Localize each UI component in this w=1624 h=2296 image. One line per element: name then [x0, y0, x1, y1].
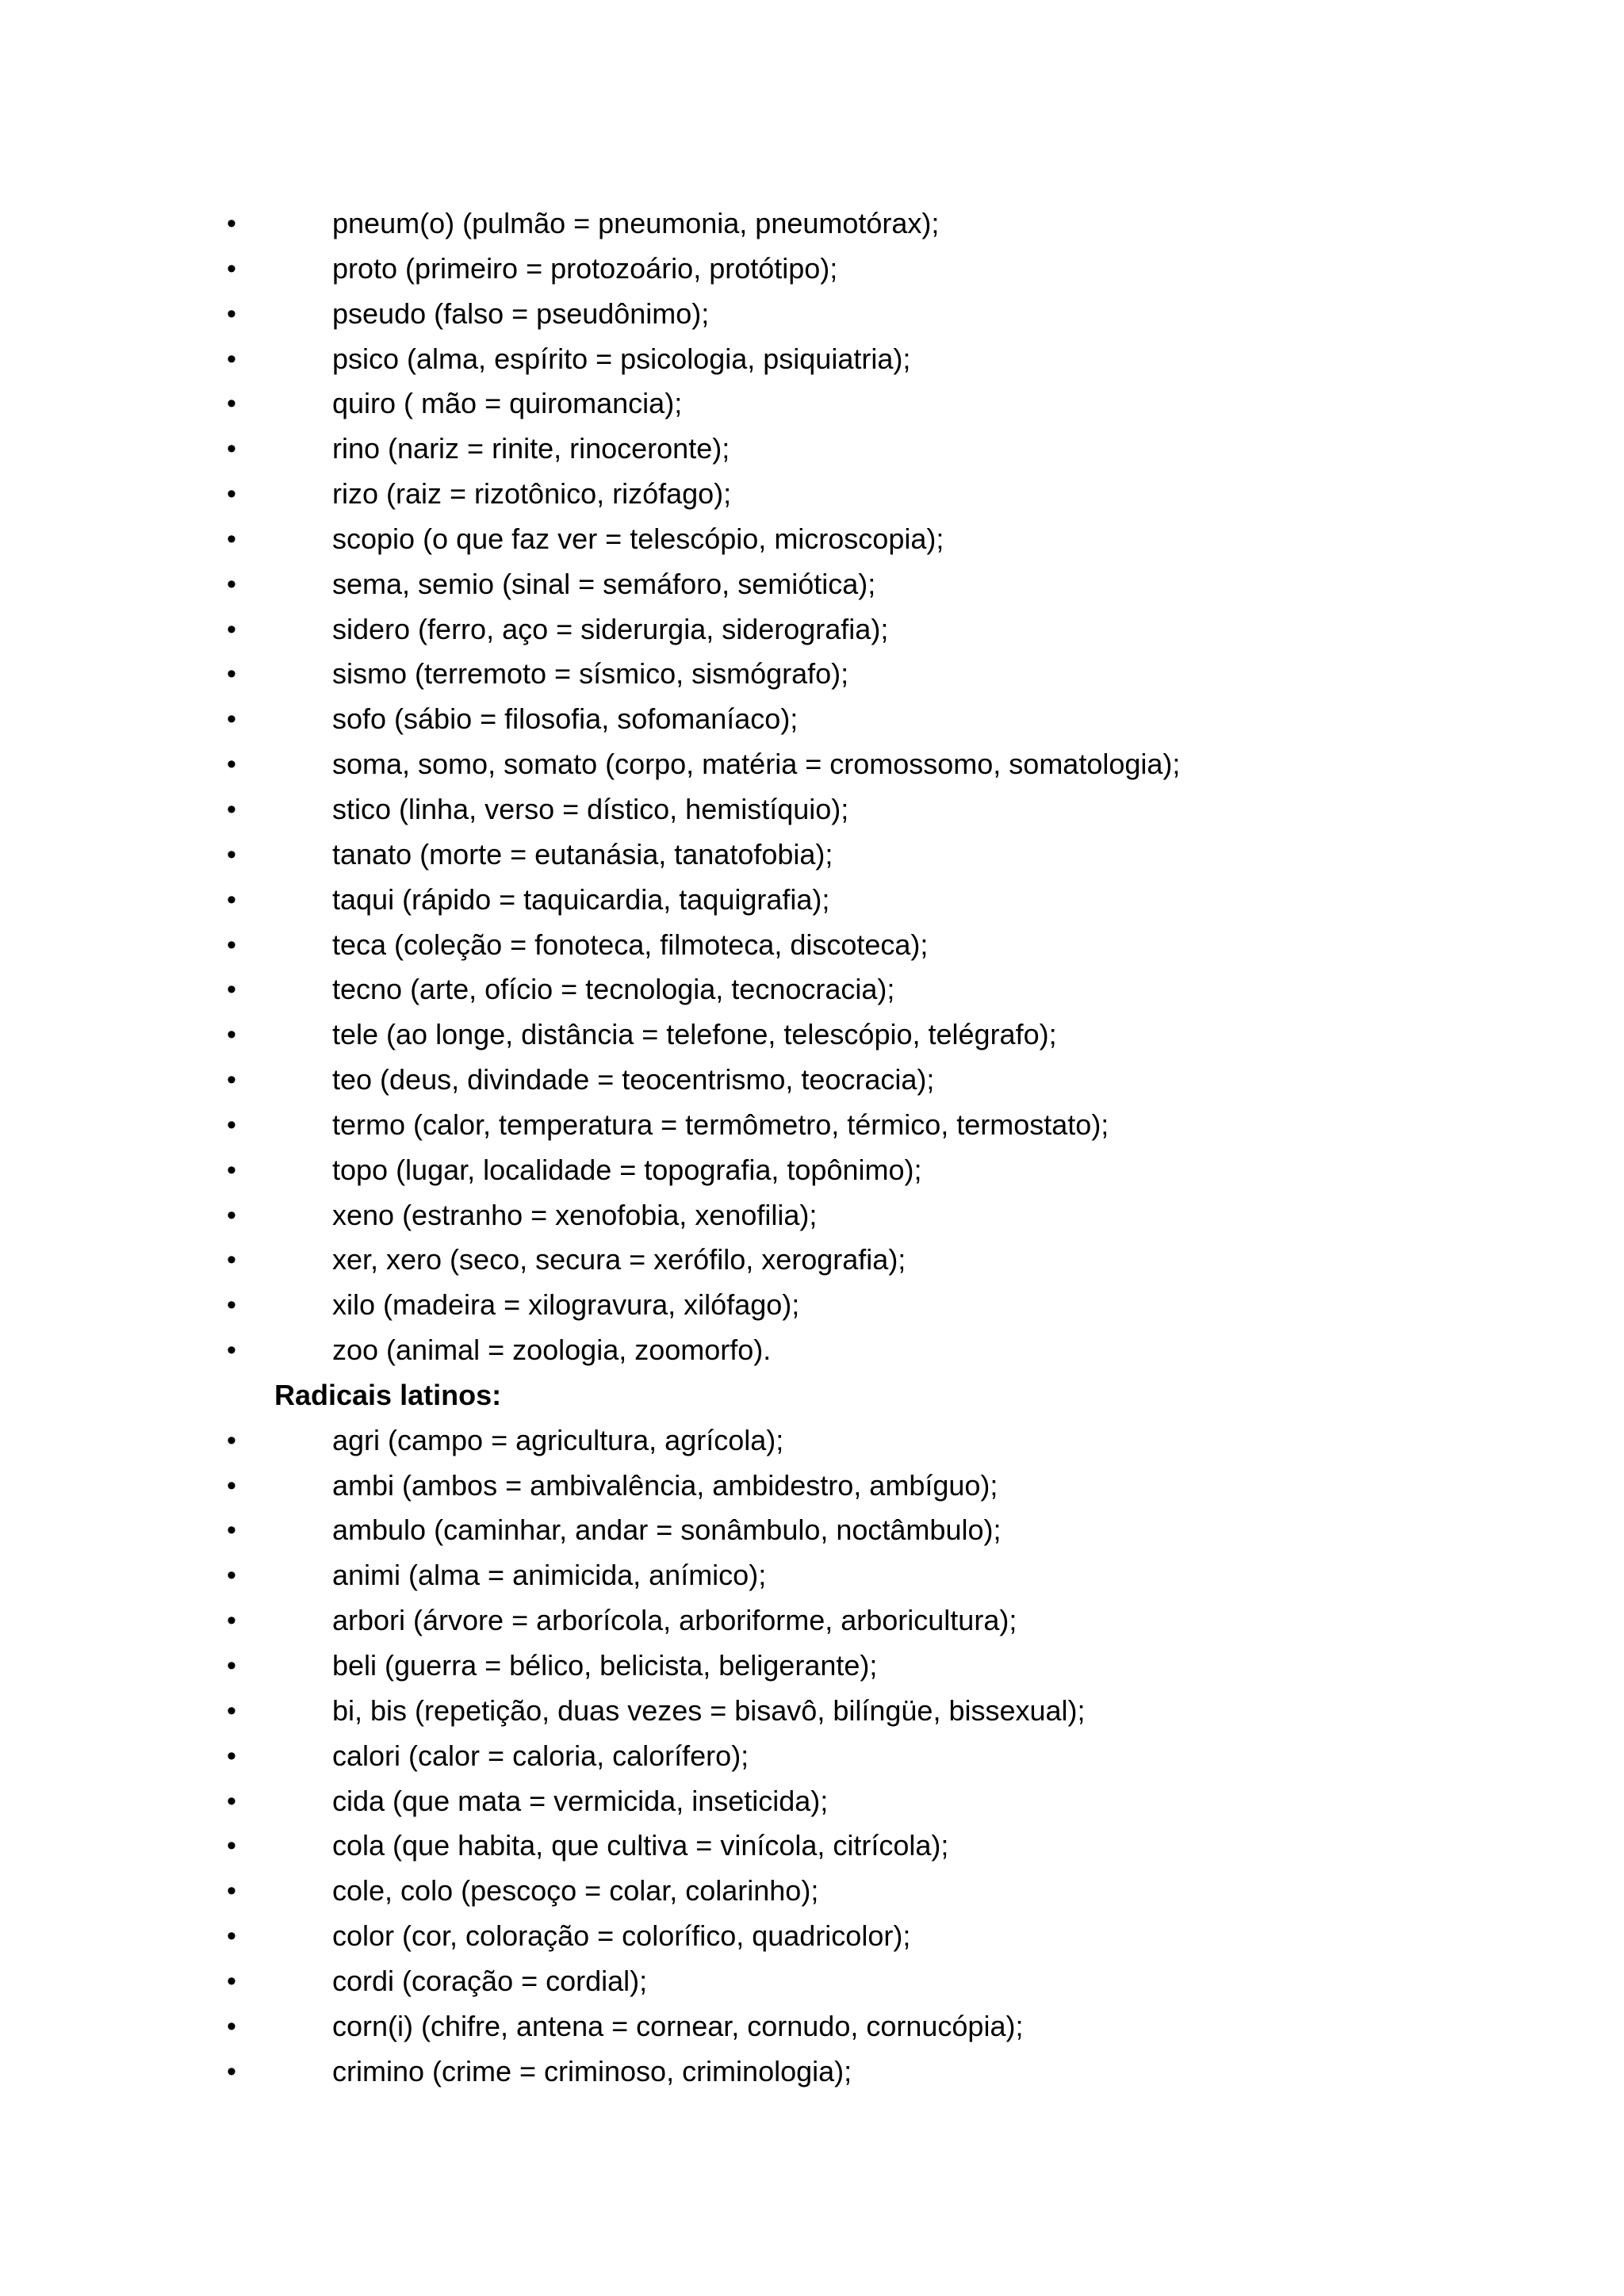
list-item-text: xeno (estranho = xenofobia, xenofilia);: [332, 1198, 818, 1231]
list-item: [0, 1418, 1624, 1464]
list-item: [0, 967, 1624, 1012]
list-item-text: agri (campo = agricultura, agrícola);: [332, 1423, 784, 1456]
bullet: •: [227, 974, 236, 1005]
list-item-text: psico (alma, espírito = psicologia, psiquiatria);: [332, 342, 911, 375]
list-item: [0, 201, 1624, 247]
list-item: [0, 923, 1624, 968]
list-item: [0, 2049, 1624, 2095]
list-item: [0, 381, 1624, 427]
list-item: [0, 1869, 1624, 1914]
list-item: [0, 427, 1624, 472]
list-item-text: stico (linha, verso = dístico, hemistíquio);: [332, 792, 849, 825]
bullet: •: [227, 1831, 236, 1862]
list-item-text: xer, xero (seco, secura = xerófilo, xerografia);: [332, 1243, 906, 1276]
list-item-text: bi, bis (repetição, duas vezes = bisavô, bilíngüe, bissexual);: [332, 1693, 1086, 1727]
bullet: •: [227, 568, 236, 599]
list-item-text: pneum(o) (pulmão = pneumonia, pneumotórax);: [332, 207, 940, 239]
list-item: [0, 247, 1624, 292]
bullet: •: [227, 704, 236, 735]
list-item: [0, 1689, 1624, 1734]
list-item-text: cola (que habita, que cultiva = vinícola, citrícola);: [332, 1829, 949, 1862]
list-item: [0, 1193, 1624, 1238]
bullet: •: [227, 794, 236, 825]
list-item: [0, 1148, 1624, 1193]
bullet: •: [227, 434, 236, 465]
list-item: [0, 832, 1624, 878]
list-item: [0, 1823, 1624, 1869]
list-item: [0, 742, 1624, 787]
bullet: •: [227, 479, 236, 510]
list-item: [0, 1012, 1624, 1058]
bullet: •: [227, 523, 236, 554]
bullet: •: [227, 253, 236, 284]
list-item-text: tanato (morte = eutanásia, tanatofobia);: [332, 837, 833, 871]
bullet: •: [227, 209, 236, 239]
bullet: •: [227, 298, 236, 329]
list-item-text: beli (guerra = bélico, belicista, beligerante);: [332, 1649, 878, 1682]
list-item: [0, 1103, 1624, 1148]
bullet: •: [227, 1154, 236, 1185]
bullet: •: [227, 1651, 236, 1681]
bullet: •: [227, 1876, 236, 1907]
bullet: •: [227, 1200, 236, 1230]
bullet: •: [227, 1470, 236, 1501]
list-item: [0, 472, 1624, 517]
list-item: [0, 607, 1624, 652]
list-item-text: crimino (crime = criminoso, criminologia);: [332, 2054, 852, 2087]
list-item-text: scopio (o que faz ver = telescópio, microscopia);: [332, 522, 944, 555]
bullet: •: [227, 1785, 236, 1816]
list-item: [0, 1734, 1624, 1779]
list-item-text: arbori (árvore = arborícola, arboriforme, arboricultura);: [332, 1604, 1017, 1637]
list-item-text: cida (que mata = vermicida, inseticida);: [332, 1784, 829, 1817]
list-item-text: tecno (arte, ofício = tecnologia, tecnocracia);: [332, 973, 895, 1006]
bullet: •: [227, 1560, 236, 1591]
bullet: •: [227, 1425, 236, 1456]
bullet: •: [227, 1695, 236, 1726]
list-item: [0, 2004, 1624, 2049]
list-item: [0, 697, 1624, 742]
list-item-text: color (cor, coloração = colorífico, quadricolor);: [332, 1919, 911, 1953]
bullet: •: [227, 2011, 236, 2042]
list-item-text: calori (calor = caloria, calorífero);: [332, 1739, 749, 1772]
list-item-text: sema, semio (sinal = semáforo, semiótica);: [332, 567, 876, 600]
list-item: [0, 1238, 1624, 1283]
list-item: [0, 878, 1624, 923]
list-item-text: ambulo (caminhar, andar = sonâmbulo, noctâmbulo);: [332, 1513, 1002, 1547]
list-item-text: rizo (raiz = rizotônico, rizófago);: [332, 477, 732, 511]
section-heading: [0, 1373, 1624, 1418]
list-item: [0, 1914, 1624, 1959]
list-item-text: sidero (ferro, aço = siderurgia, siderografia);: [332, 612, 889, 645]
bullet: •: [227, 1290, 236, 1321]
list-item: [0, 1644, 1624, 1689]
bullet: •: [227, 614, 236, 645]
bullet: •: [227, 1109, 236, 1140]
list-item-text: teo (deus, divindade = teocentrismo, teocracia);: [332, 1063, 935, 1096]
bullet: •: [227, 343, 236, 374]
list-item: [0, 1058, 1624, 1103]
list-item: [0, 1779, 1624, 1824]
list-item: [0, 787, 1624, 832]
list-item-text: corn(i) (chifre, antena = cornear, cornudo, cornucópia);: [332, 2009, 1024, 2042]
list-item: [0, 652, 1624, 697]
list-item-text: pseudo (falso = pseudônimo);: [332, 297, 710, 330]
list-item-text: cole, colo (pescoço = colar, colarinho);: [332, 1874, 819, 1908]
list-item-text: soma, somo, somato (corpo, matéria = cromossomo, somatologia);: [332, 748, 1181, 781]
bullet: •: [227, 1515, 236, 1546]
list-item-text: termo (calor, temperatura = termômetro, térmico, termostato);: [332, 1108, 1109, 1141]
bullet: •: [227, 1245, 236, 1276]
bullet: •: [227, 929, 236, 960]
list-item-text: animi (alma = animicida, anímico);: [332, 1559, 767, 1592]
bullet: •: [227, 1921, 236, 1952]
list-item-text: ambi (ambos = ambivalência, ambidestro, ambíguo);: [332, 1468, 998, 1502]
list-item: [0, 1508, 1624, 1553]
list-item-text: teca (coleção = fonoteca, filmoteca, discoteca);: [332, 928, 929, 961]
list-item-text: sismo (terremoto = sísmico, sismógrafo);: [332, 657, 849, 691]
list-item: [0, 1328, 1624, 1373]
list-item-text: cordi (coração = cordial);: [332, 1964, 648, 1997]
list-item-text: zoo (animal = zoologia, zoomorfo).: [332, 1334, 772, 1367]
list-item-text: proto (primeiro = protozoário, protótipo);: [332, 251, 838, 285]
list-item: [0, 1283, 1624, 1328]
list-item: [0, 562, 1624, 607]
list-item: [0, 1959, 1624, 2004]
bullet: •: [227, 1020, 236, 1050]
list-item: [0, 517, 1624, 562]
list-item: [0, 337, 1624, 382]
list-item: [0, 1464, 1624, 1509]
bullet: •: [227, 2056, 236, 2087]
bullet: •: [227, 1965, 236, 1996]
list-item-text: topo (lugar, localidade = topografia, topônimo);: [332, 1153, 922, 1186]
bullet: •: [227, 839, 236, 870]
list-item: [0, 1598, 1624, 1644]
list-item-text: sofo (sábio = filosofia, sofomaníaco);: [332, 702, 799, 736]
bullet: •: [227, 884, 236, 915]
list-item-text: taqui (rápido = taquicardia, taquigrafia);: [332, 882, 830, 916]
list-item-text: quiro ( mão = quiromancia);: [332, 387, 683, 420]
bullet: •: [227, 659, 236, 690]
section-heading-text: Radicais latinos:: [274, 1378, 502, 1411]
bullet: •: [227, 749, 236, 780]
list-item: [0, 1553, 1624, 1598]
bullet: •: [227, 1065, 236, 1096]
list-item: [0, 292, 1624, 337]
bullet: •: [227, 388, 236, 419]
list-item-text: rino (nariz = rinite, rinoceronte);: [332, 432, 730, 465]
list-item-text: tele (ao longe, distância = telefone, telescópio, telégrafo);: [332, 1018, 1057, 1051]
list-item-text: xilo (madeira = xilogravura, xilófago);: [332, 1288, 800, 1322]
radicals-list: [0, 201, 1624, 2094]
bullet: •: [227, 1740, 236, 1771]
bullet: •: [227, 1605, 236, 1636]
bullet: •: [227, 1335, 236, 1366]
